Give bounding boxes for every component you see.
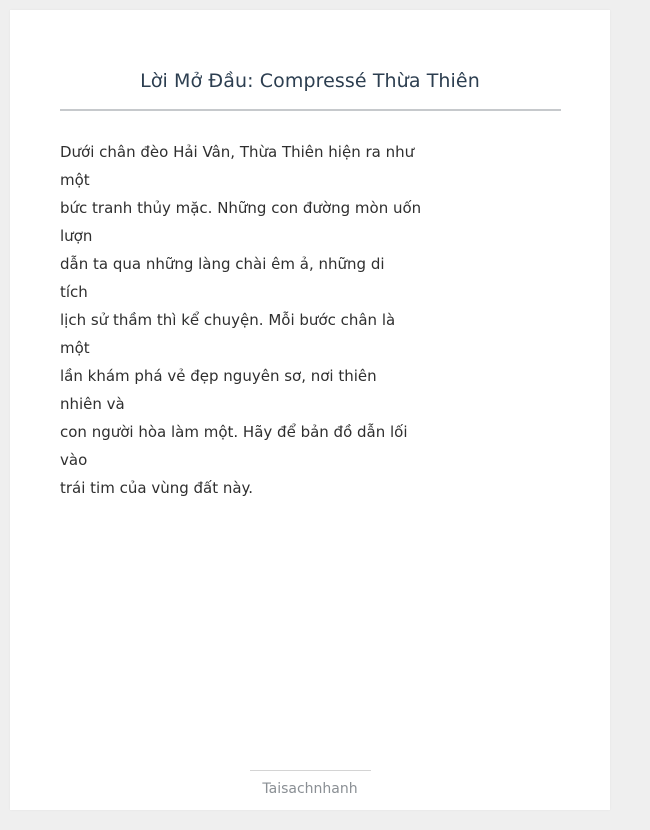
footer-text: Taisachnhanh <box>262 781 358 797</box>
text-line: nhiên và <box>60 395 125 413</box>
title-divider <box>60 109 561 111</box>
text-line: trái tim của vùng đất này. <box>60 479 254 497</box>
text-line: dẫn ta qua những làng chài êm ả, những di <box>60 255 385 273</box>
page-title: Lời Mở Đầu: Compressé Thừa Thiên <box>140 70 480 92</box>
document-page <box>10 10 610 810</box>
text-line: vào <box>60 451 88 469</box>
text-line: Dưới chân đèo Hải Vân, Thừa Thiên hiện ra như <box>60 143 415 161</box>
text-line: con người hòa làm một. Hãy để bản đồ dẫn lối <box>60 423 408 441</box>
text-line: lần khám phá vẻ đẹp nguyên sơ, nơi thiên <box>60 367 377 385</box>
text-line: lượn <box>60 227 93 245</box>
text-line: bức tranh thủy mặc. Những con đường mòn uốn <box>60 199 422 217</box>
text-line: một <box>60 171 90 189</box>
text-line: tích <box>60 283 88 301</box>
text-line: một <box>60 339 90 357</box>
text-line: lịch sử thầm thì kể chuyện. Mỗi bước chân là <box>60 311 396 329</box>
footer-divider <box>250 770 371 771</box>
body-paragraph <box>60 138 420 502</box>
